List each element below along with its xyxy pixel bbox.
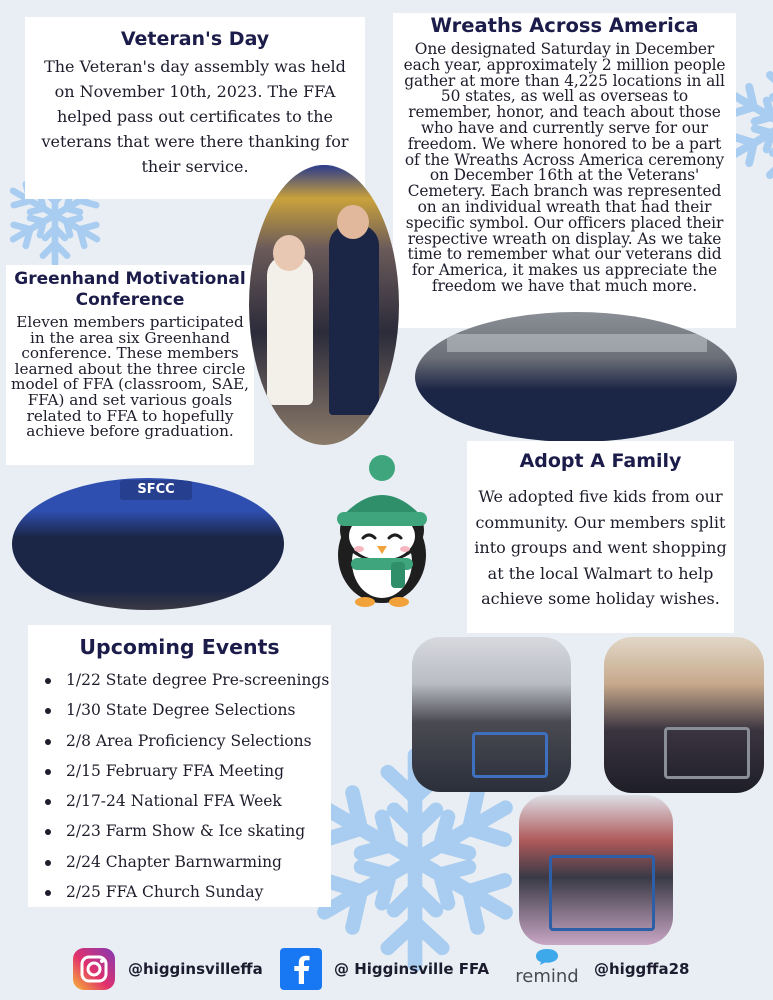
instagram-icon bbox=[72, 947, 116, 991]
events-list bbox=[28, 665, 331, 907]
shopping-photo-boys bbox=[412, 637, 571, 792]
greenhand-body: Eleven members participated in the area six Greenhand conference. These members learned about the three circle model of FFA (classroom, SAE, FFA) and set various goals related to FFA to hopefully achieve before graduation. bbox=[11, 313, 249, 441]
instagram-link[interactable] bbox=[72, 948, 263, 990]
event-item: 2/25 FFA Church Sunday bbox=[36, 877, 331, 907]
veterans-day-title: Veteran's Day bbox=[120, 28, 270, 50]
wreaths-group-photo bbox=[415, 312, 737, 442]
remind-handle: @higgffa28 bbox=[594, 960, 690, 978]
sfcc-banner: SFCC bbox=[120, 480, 192, 500]
wreaths-body: One designated Saturday in December each year, approximately 2 million people gather at more than 4,225 locations in all 50 states, as well as overseas to remember, honor, and teach about those who have and currently serve for our freedom. We where honored to be a part of the Wreaths Across America ceremony on December 16th at the Veterans' Cemetery. Each branch was represented on an individual wreath that had their specific symbol. Our officers placed their respective wreath on display. As we take time to remember what our veterans did for America, it makes us appreciate the freedom we have that much more. bbox=[403, 40, 726, 295]
facebook-handle: @ Higginsville FFA bbox=[334, 960, 490, 978]
veterans-assembly-photo bbox=[249, 165, 399, 445]
instagram-handle: @higginsvilleffa bbox=[128, 960, 263, 978]
remind-logo: remind bbox=[512, 948, 582, 990]
veterans-day-body: The Veteran's day assembly was held on November 10th, 2023. The FFA helped pass out certificates to the veterans that were there thanking for their service. bbox=[41, 57, 349, 176]
event-item: 1/22 State degree Pre-screenings bbox=[36, 665, 331, 695]
event-item: 2/23 Farm Show & Ice skating bbox=[36, 816, 331, 846]
event-item: 1/30 State Degree Selections bbox=[36, 695, 331, 725]
event-item: 2/8 Area Proficiency Selections bbox=[36, 726, 331, 756]
adopt-family-body: We adopted five kids from our community. Our members split into groups and went shopping at the local Walmart to help achieve some holiday wishes. bbox=[474, 487, 727, 608]
adopt-family-title: Adopt A Family bbox=[519, 450, 682, 472]
remind-bubble-icon bbox=[535, 948, 559, 966]
wreaths-title: Wreaths Across America bbox=[430, 14, 699, 37]
wreaths-panel bbox=[393, 13, 736, 328]
greenhand-group-photo bbox=[12, 478, 284, 610]
shopping-photo-cart bbox=[519, 795, 673, 945]
greenhand-panel bbox=[6, 265, 254, 465]
facebook-icon bbox=[280, 948, 322, 990]
adopt-family-panel bbox=[467, 441, 734, 633]
upcoming-events-panel bbox=[28, 625, 331, 907]
event-item: 2/15 February FFA Meeting bbox=[36, 756, 331, 786]
upcoming-events-title: Upcoming Events bbox=[79, 635, 280, 659]
remind-link[interactable] bbox=[512, 948, 689, 990]
event-item: 2/24 Chapter Barnwarming bbox=[36, 847, 331, 877]
facebook-link[interactable] bbox=[280, 948, 489, 990]
penguin-icon bbox=[325, 450, 440, 610]
greenhand-title: Greenhand Motivational Conference bbox=[14, 269, 246, 310]
shopping-photo-girls bbox=[604, 637, 764, 793]
event-item: 2/17-24 National FFA Week bbox=[36, 786, 331, 816]
